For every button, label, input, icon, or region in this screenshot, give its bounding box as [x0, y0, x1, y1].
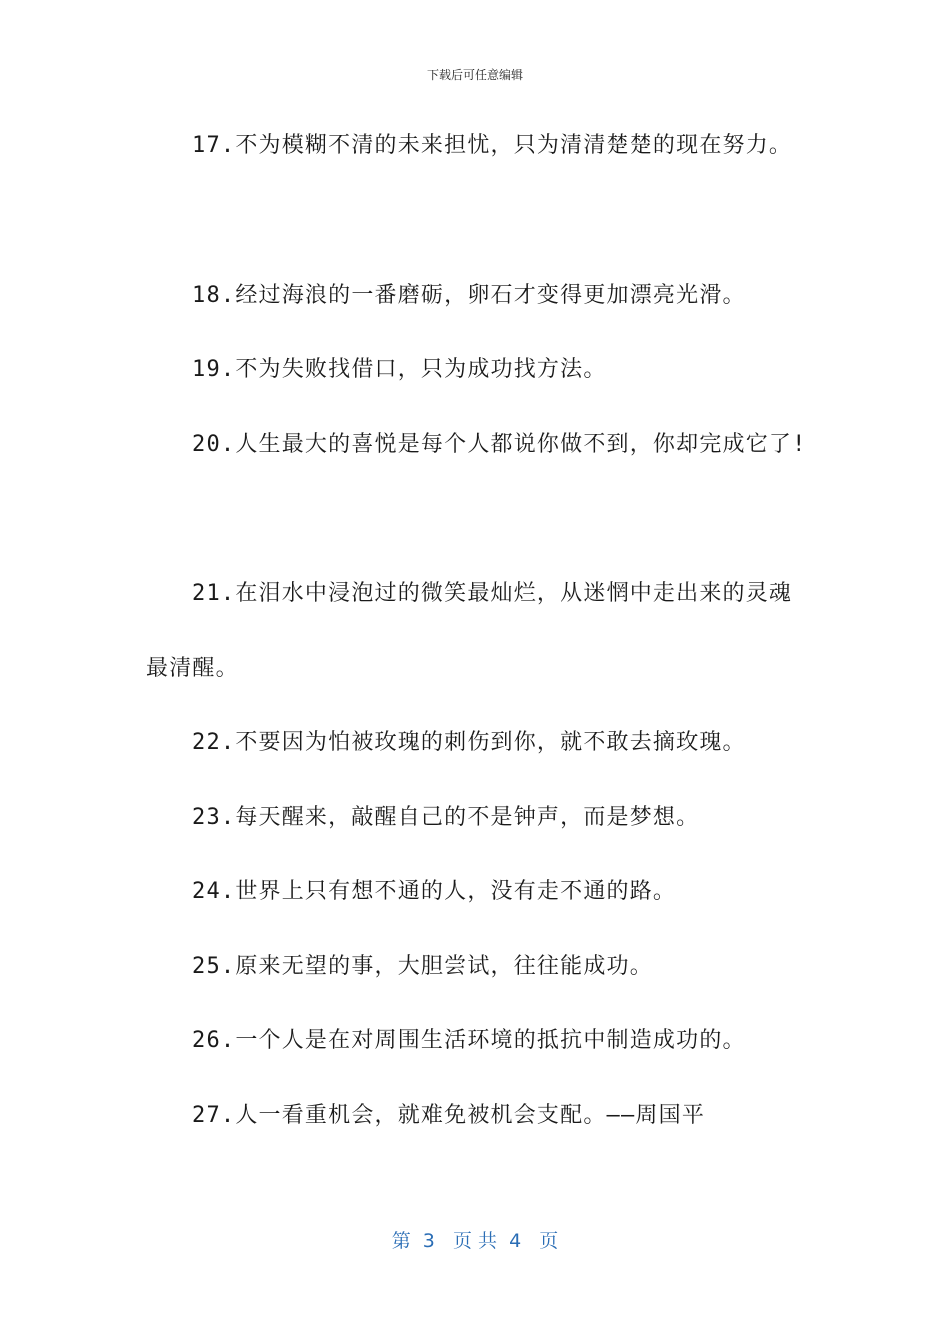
quote-18: 18.经过海浪的一番磨砺，卵石才变得更加漂亮光滑。: [192, 283, 746, 308]
quote-17: 17.不为模糊不清的未来担忧，只为清清楚楚的现在努力。: [192, 133, 793, 158]
quote-27: 27.人一看重机会，就难免被机会支配。——周国平: [192, 1103, 706, 1128]
page-header-note: 下载后可任意编辑: [426, 68, 523, 82]
quote-21-continuation: 最清醒。: [146, 656, 239, 681]
quote-22: 22.不要因为怕被玫瑰的刺伤到你，就不敢去摘玫瑰。: [192, 730, 746, 755]
page-number-footer: 第 3 页 共 4 页: [391, 1230, 559, 1252]
quote-24: 24.世界上只有想不通的人，没有走不通的路。: [192, 879, 677, 904]
quote-19: 19.不为失败找借口，只为成功找方法。: [192, 357, 607, 382]
quote-25: 25.原来无望的事，大胆尝试，往往能成功。: [192, 954, 653, 979]
quote-21: 21.在泪水中浸泡过的微笑最灿烂，从迷惘中走出来的灵魂: [192, 581, 793, 606]
quote-23: 23.每天醒来，敲醒自己的不是钟声，而是梦想。: [192, 805, 700, 830]
quote-20: 20.人生最大的喜悦是每个人都说你做不到，你却完成它了!: [192, 432, 807, 457]
quote-26: 26.一个人是在对周围生活环境的抵抗中制造成功的。: [192, 1028, 746, 1053]
